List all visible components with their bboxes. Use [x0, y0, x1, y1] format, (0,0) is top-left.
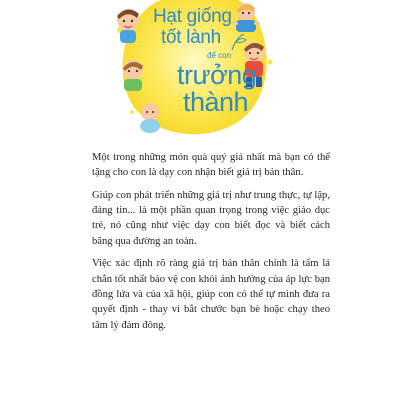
- title-line-2: tốt lành: [161, 27, 221, 48]
- paragraph-2: Giúp con phát triển những giá trị như trung thực, tự lập, đáng tin... là một phần quan trọng trong việc giáo dục trẻ, nó cũng như việc dạy con biết đọc và biết cách băng qua đường an toàn.: [92, 189, 330, 247]
- body-text: [92, 150, 330, 340]
- title-line-1: Hạt giống: [153, 6, 232, 27]
- cover-illustration: [0, 0, 400, 140]
- paragraph-3: Việc xác định rõ ràng giá trị bản thân chính là tấm lá chắn tốt nhất bảo vệ con khỏi ảnh hưởng của áp lực bạn đồng lứa và của xã hội, giúp con có thể tự mình đưa ra quyết định - thay vì bắt chước bạn bè hoặc chạy theo tâm lý đám đông.: [92, 258, 330, 331]
- title-small: để con: [207, 51, 232, 60]
- paragraph-1: Một trong những món quà quý giá nhất mà bạn có thể tặng cho con là dạy con nhận biết giá trị bản thân.: [92, 152, 330, 179]
- title-line-3: trưởng: [177, 60, 257, 90]
- title-line-4: thành: [183, 87, 249, 117]
- book-title: [0, 0, 400, 140]
